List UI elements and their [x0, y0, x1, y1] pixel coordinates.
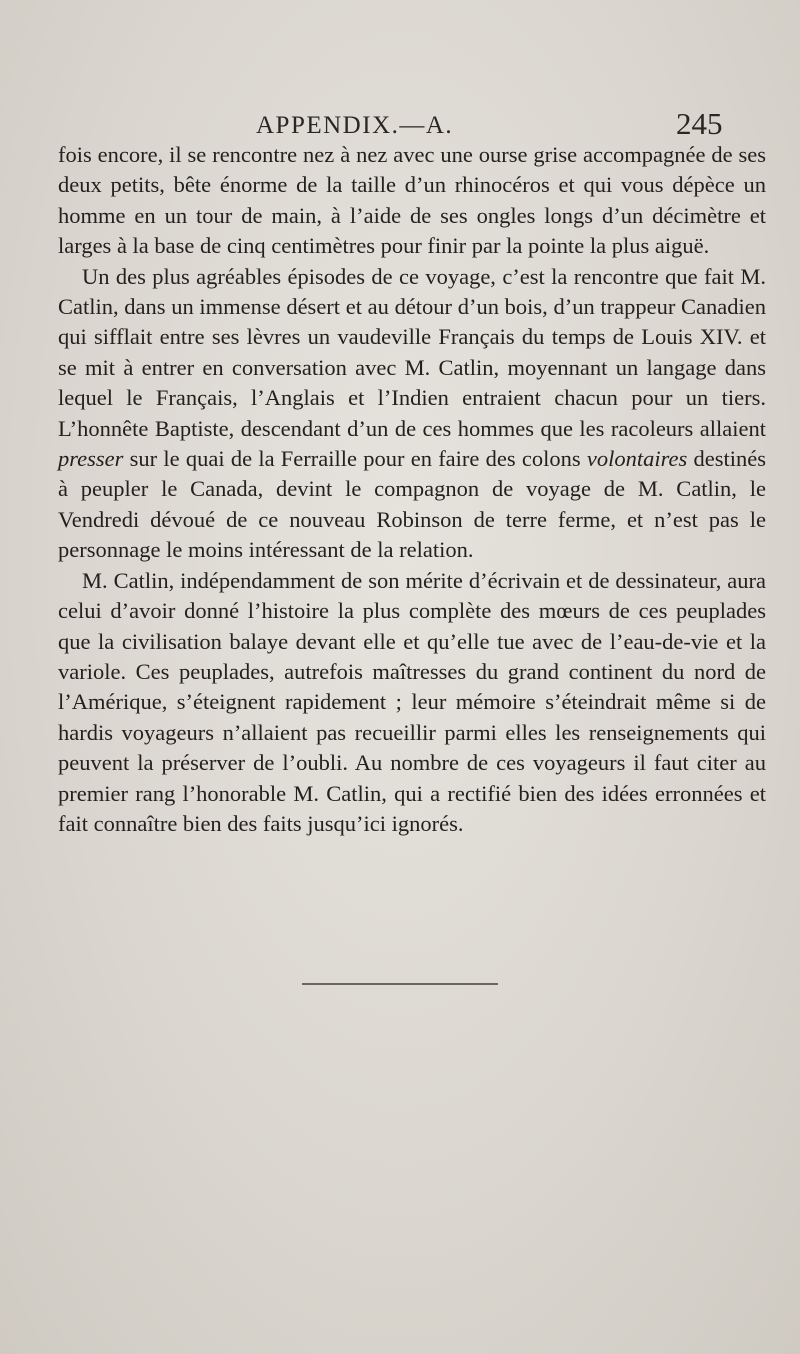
running-head: APPENDIX.—A. — [256, 112, 454, 139]
paragraph-1-text: fois encore, il se rencontre nez à nez avec une ourse grise accompagnée de ses deux petits, bête énorme de la taille d’un rhinocéros et qui vous dépèce un homme en un tour de main, à l’aide de ses ongles longs d’un décimètre et larges à la base de cinq centimètres pour finir par la pointe la plus aiguë. — [58, 142, 766, 259]
paragraph-3 — [58, 566, 766, 840]
section-divider-rule — [302, 983, 498, 985]
italic-word-presser: presser — [58, 446, 124, 472]
paragraph-2-text-b: sur le quai de la Ferraille pour en faire des colons — [123, 446, 587, 472]
paragraph-2-text-c: destinés à peupler le Canada, devint le compagnon de voyage de M. Catlin, le Vendredi dévoué de ce nouveau Robinson de terre ferme, et n’est pas le personnage le moins intéressant de la relation. — [58, 446, 766, 563]
page-number: 245 — [676, 106, 723, 141]
paragraph-2 — [58, 262, 766, 566]
paragraph-1 — [58, 140, 766, 262]
italic-word-volontaires: volontaires — [586, 446, 688, 472]
paragraph-2-text-a: Un des plus agréables épisodes de ce voyage, c’est la rencontre que fait M. Catlin, dans un immense désert et au détour d’un bois, d’un trappeur Canadien qui sifflait entre ses lèvres un vaudeville Français du temps de Louis XIV. et se mit à entrer en conversation avec M. Catlin, moyennant un langage dans lequel le Français, l’Anglais et l’Indien entraient chacun pour un tiers. L’honnête Baptiste, descendant d’un de ces hommes que les racoleurs allaient — [58, 263, 766, 441]
paragraph-3-text: M. Catlin, indépendamment de son mérite d’écrivain et de dessinateur, aura celui d’avoir donné l’histoire la plus complète des mœurs de ces peuplades que la civilisation balaye devant elle et qu’elle tue avec de l’eau-de-vie et la variole. Ces peuplades, autrefois maîtresses du grand continent du nord de l’Amérique, s’éteignent rapidement ; leur mémoire s’éteindrait même si de hardis voyageurs n’allaient pas recueillir parmi elles les renseignements qui peuvent la préserver de l’oubli. Au nombre de ces voyageurs il faut citer au premier rang l’honorable M. Catlin, qui a rectifié bien des idées erronnées et fait connaître bien des faits jusqu’ici ignorés. — [58, 567, 766, 836]
body-text — [58, 140, 766, 839]
